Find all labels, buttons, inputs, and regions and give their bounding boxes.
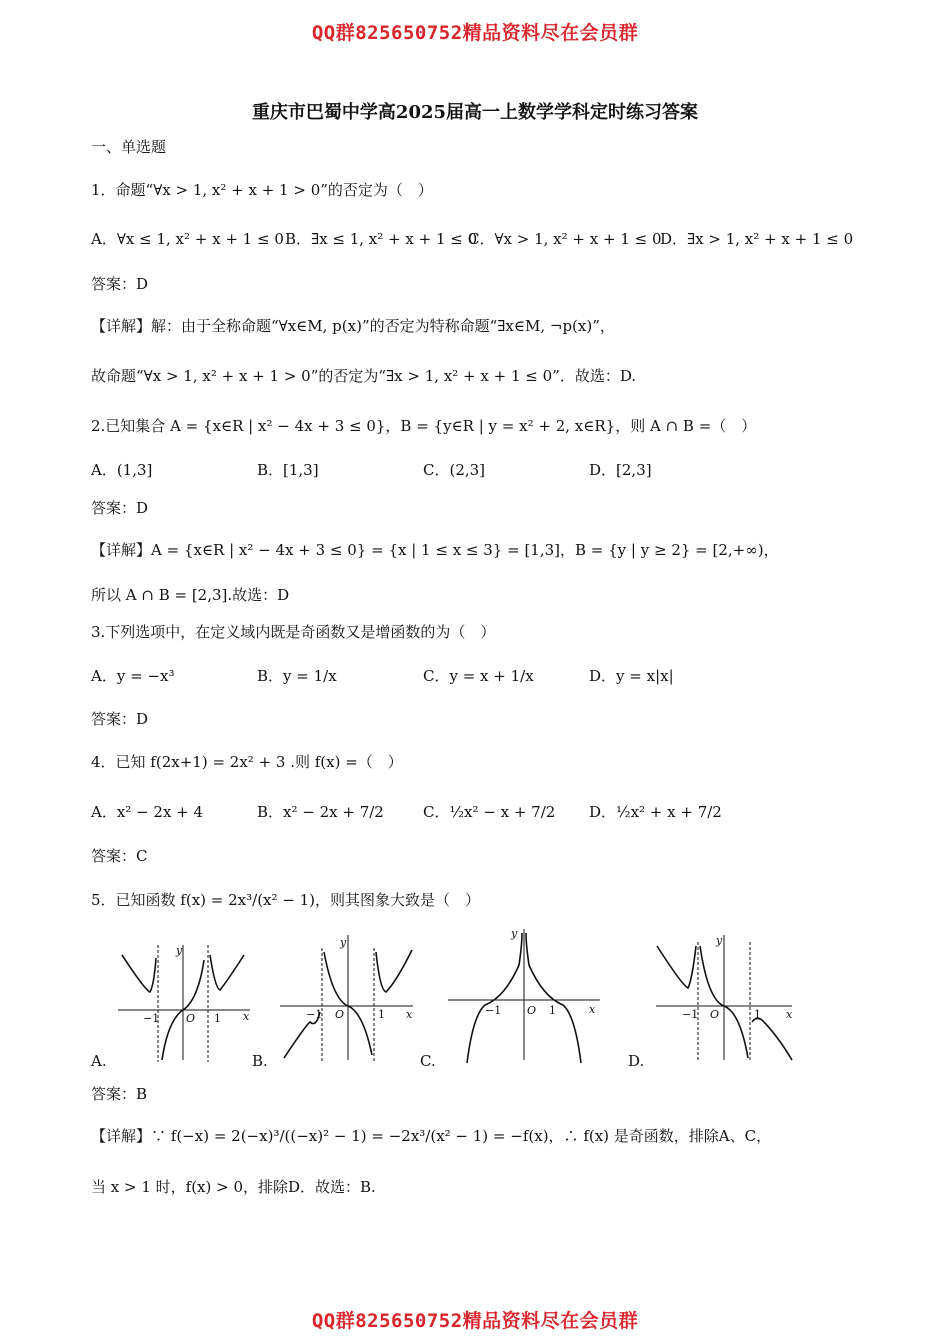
q1-answer: 答案：D xyxy=(91,275,149,293)
q2-option-a: A．(1,3] xyxy=(91,461,153,479)
svg-text:O: O xyxy=(527,1004,537,1017)
q1-detail-1: 【详解】解：由于全称命题“∀x∈M, p(x)”的否定为特称命题“∃x∈M, ¬p(x)”， xyxy=(91,317,615,335)
q2-option-d: D．[2,3] xyxy=(589,461,652,479)
q5-graph-label-a: A. xyxy=(91,1052,107,1070)
q4-option-b: B．x² − 2x + 7/2 xyxy=(257,803,384,821)
q2-detail-2: 所以 A ∩ B = [2,3].故选：D xyxy=(91,586,290,604)
page-title: 重庆市巴蜀中学高2025届高一上数学学科定时练习答案 xyxy=(251,102,699,123)
svg-text:O: O xyxy=(186,1012,196,1025)
svg-text:1: 1 xyxy=(754,1008,761,1021)
svg-text:1: 1 xyxy=(378,1008,385,1021)
q5-answer: 答案：B xyxy=(91,1085,148,1103)
q5-graph-b xyxy=(278,930,418,1065)
q1-option-d: D．∃x > 1, x² + x + 1 ≤ 0 xyxy=(660,230,854,248)
q1-option-a: A．∀x ≤ 1, x² + x + 1 ≤ 0 xyxy=(91,230,284,248)
svg-text:x: x xyxy=(406,1008,413,1021)
q5-detail-2: 当 x > 1 时，f(x) > 0，排除D．故选：B. xyxy=(91,1178,376,1196)
q1-stem: 1．命题“∀x > 1, x² + x + 1 > 0”的否定为（ ） xyxy=(91,181,433,199)
q5-graph-c xyxy=(445,925,605,1065)
q3-answer: 答案：D xyxy=(91,710,149,728)
svg-text:O: O xyxy=(710,1008,720,1021)
q5-graph-label-c: C. xyxy=(420,1052,436,1070)
svg-text:y: y xyxy=(716,934,723,947)
q5-graph-a xyxy=(110,940,255,1065)
q2-detail-1: 【详解】A = {x∈R | x² − 4x + 3 ≤ 0} = {x | 1 ≤ x ≤ 3} = [1,3]，B = {y | y ≥ 2} = [2,+∞)， xyxy=(91,541,779,559)
q2-option-c: C．(2,3] xyxy=(423,461,486,479)
q1-option-c: C．∀x > 1, x² + x + 1 ≤ 0 xyxy=(468,230,662,248)
q3-option-d: D．y = x|x| xyxy=(589,667,674,685)
svg-text:O: O xyxy=(335,1008,345,1021)
q2-answer: 答案：D xyxy=(91,499,149,517)
q5-graph-d xyxy=(652,930,797,1065)
svg-text:y: y xyxy=(511,927,518,940)
svg-text:1: 1 xyxy=(214,1012,221,1025)
q3-option-a: A．y = −x³ xyxy=(91,667,175,685)
svg-text:−1: −1 xyxy=(682,1008,699,1021)
q5-detail-1: 【详解】∵ f(−x) = 2(−x)³/((−x)² − 1) = −2x³/(x² − 1) = −f(x)，∴ f(x) 是奇函数，排除A、C， xyxy=(91,1127,772,1145)
svg-text:x: x xyxy=(589,1003,596,1016)
q4-answer: 答案：C xyxy=(91,847,148,865)
svg-text:−1: −1 xyxy=(485,1004,502,1017)
svg-text:y: y xyxy=(176,944,183,957)
watermark-top: QQ群825650752精品资料尽在会员群 xyxy=(311,22,639,44)
q1-option-b: B．∃x ≤ 1, x² + x + 1 ≤ 0 xyxy=(285,230,478,248)
q2-option-b: B．[1,3] xyxy=(257,461,319,479)
svg-text:y: y xyxy=(340,936,347,949)
q3-stem: 3.下列选项中，在定义域内既是奇函数又是增函数的为（ ） xyxy=(91,623,496,641)
watermark-bottom: QQ群825650752精品资料尽在会员群 xyxy=(311,1310,639,1332)
q3-option-c: C．y = x + 1/x xyxy=(423,667,534,685)
svg-text:−1: −1 xyxy=(143,1012,160,1025)
q4-option-d: D．½x² + x + 7/2 xyxy=(589,803,722,821)
q1-detail-2: 故命题“∀x > 1, x² + x + 1 > 0”的否定为“∃x > 1, x² + x + 1 ≤ 0”．故选：D. xyxy=(91,367,637,385)
q5-graph-label-d: D. xyxy=(628,1052,645,1070)
svg-text:x: x xyxy=(243,1010,250,1023)
svg-text:1: 1 xyxy=(549,1004,556,1017)
q2-stem: 2.已知集合 A = {x∈R | x² − 4x + 3 ≤ 0}，B = {y∈R | y = x² + 2, x∈R}，则 A ∩ B =（ ） xyxy=(91,417,757,435)
q5-graph-label-b: B. xyxy=(252,1052,268,1070)
q5-stem: 5．已知函数 f(x) = 2x³/(x² − 1)，则其图象大致是（ ） xyxy=(91,891,481,909)
q4-option-a: A．x² − 2x + 4 xyxy=(91,803,204,821)
q3-option-b: B．y = 1/x xyxy=(257,667,337,685)
section-heading: 一、单选题 xyxy=(91,138,167,156)
q4-stem: 4．已知 f(2x+1) = 2x² + 3 .则 f(x) =（ ） xyxy=(91,753,403,771)
svg-text:x: x xyxy=(786,1008,793,1021)
q4-option-c: C．½x² − x + 7/2 xyxy=(423,803,556,821)
svg-text:−1: −1 xyxy=(306,1008,323,1021)
